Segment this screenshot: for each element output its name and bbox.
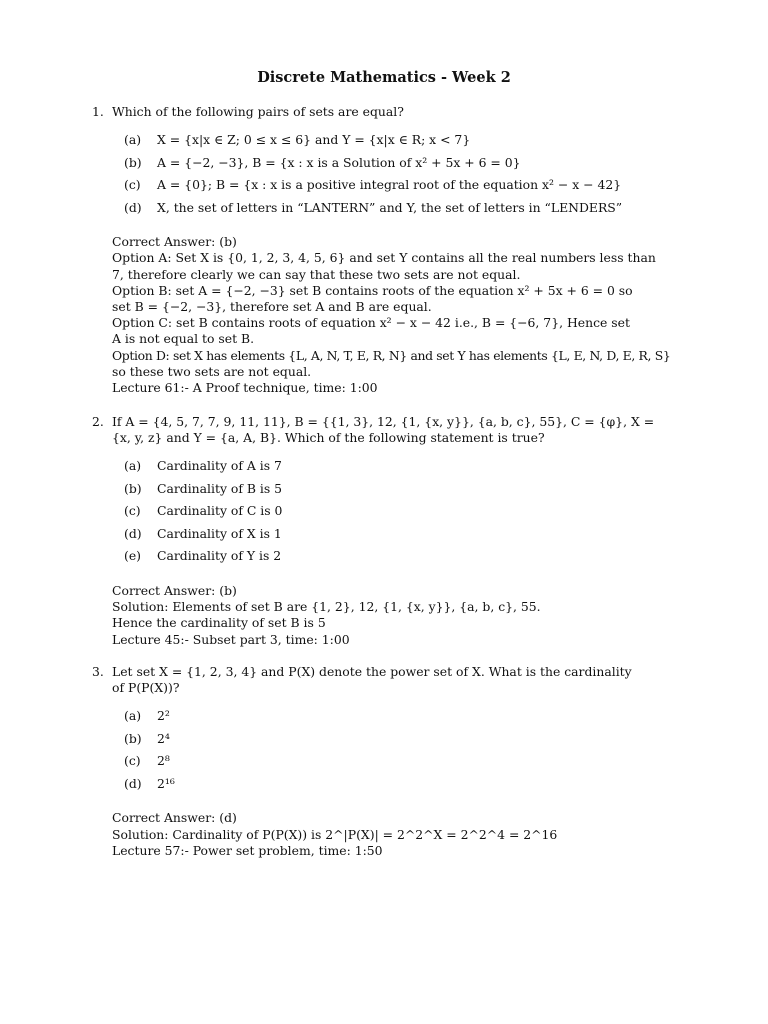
question-text (112, 664, 652, 696)
option-text: Cardinality of C is 0 (157, 503, 283, 519)
question-text (112, 414, 655, 446)
option-item (124, 548, 652, 571)
option-text: 2⁸ (157, 753, 170, 769)
option-item (124, 526, 652, 549)
option-item (124, 155, 652, 178)
question-text-line: {x, y, z} and Y = {a, A, B}. Which of the following statement is true? (112, 430, 545, 446)
solution-line: Solution: Elements of set B are {1, 2}, 12, {1, {x, y}}, {a, b, c}, 55. (112, 599, 541, 615)
question-2 (92, 414, 655, 648)
lecture-reference: Lecture 45:- Subset part 3, time: 1:00 (112, 631, 350, 647)
option-text: 2⁴ (157, 730, 170, 746)
solution-line: set B = {−2, −3}, therefore set A and B are equal. (112, 299, 432, 315)
option-list (124, 458, 652, 571)
option-label: (a) (124, 458, 142, 474)
solution-line: Correct Answer: (d) (112, 810, 237, 826)
option-text: A = {0}; B = {x : x is a positive integral root of the equation x² − x − 42} (157, 177, 622, 193)
option-label: (d) (124, 775, 142, 791)
question-text-line: of P(P(X))? (112, 680, 180, 696)
question-text: Which of the following pairs of sets are equal? (112, 104, 404, 119)
option-item (124, 753, 652, 776)
option-text: X, the set of letters in “LANTERN” and Y, the set of letters in “LENDERS” (157, 199, 623, 215)
solution-line: 7, therefore clearly we can say that these two sets are not equal. (112, 266, 521, 282)
option-label: (b) (124, 730, 142, 746)
option-item (124, 481, 652, 504)
option-item (124, 776, 652, 799)
solution-block (112, 583, 652, 648)
option-text: A = {−2, −3}, B = {x : x is a Solution of x² + 5x + 6 = 0} (157, 154, 521, 170)
page-title: Discrete Mathematics - Week 2 (257, 69, 511, 86)
question-number: 3. (92, 664, 104, 679)
option-text: X = {x|x ∈ Z; 0 ≤ x ≤ 6} and Y = {x|x ∈ R; x < 7} (157, 132, 471, 148)
question-number: 1. (92, 104, 104, 119)
lecture-reference: Lecture 57:- Power set problem, time: 1:50 (112, 842, 383, 858)
solution-block (112, 234, 671, 396)
question-number: 2. (92, 414, 104, 429)
option-item (124, 458, 652, 481)
solution-block (112, 810, 652, 859)
solution-line: Solution: Cardinality of P(P(X)) is 2^|P(X)| = 2^2^X = 2^2^4 = 2^16 (112, 826, 558, 842)
option-item (124, 177, 652, 200)
option-item (124, 731, 652, 754)
option-item (124, 503, 652, 526)
question-text-line: Let set X = {1, 2, 3, 4} and P(X) denote the power set of X. What is the cardinality (112, 664, 632, 679)
option-label: (b) (124, 154, 142, 170)
option-text: Cardinality of A is 7 (157, 458, 282, 474)
solution-line: Option C: set B contains roots of equation x² − x − 42 i.e., B = {−6, 7}, Hence set (112, 315, 630, 331)
option-list (124, 132, 652, 222)
option-text: Cardinality of B is 5 (157, 480, 283, 496)
option-label: (c) (124, 503, 141, 519)
solution-line: A is not equal to set B. (112, 331, 255, 347)
option-text: Cardinality of Y is 2 (157, 548, 282, 564)
option-label: (b) (124, 480, 142, 496)
option-label: (e) (124, 548, 142, 564)
option-list (124, 708, 652, 798)
option-label: (d) (124, 199, 142, 215)
option-item (124, 708, 652, 731)
solution-line: Correct Answer: (b) (112, 582, 237, 598)
solution-line: Option A: Set X is {0, 1, 2, 3, 4, 5, 6} and set Y contains all the real numbers less than (112, 250, 656, 266)
option-text: 2¹⁶ (157, 775, 175, 791)
lecture-reference: Lecture 61:- A Proof technique, time: 1:00 (112, 380, 378, 396)
solution-line: so these two sets are not equal. (112, 363, 312, 379)
option-item (124, 200, 652, 223)
question-text-line: If A = {4, 5, 7, 7, 9, 11, 11}, B = {{1, 3}, 12, {1, {x, y}}, {a, b, c}, 55}, C = {φ}, X = (112, 414, 655, 429)
solution-line: Hence the cardinality of set B is 5 (112, 615, 326, 631)
question-1 (92, 104, 671, 396)
option-label: (c) (124, 177, 141, 193)
option-label: (a) (124, 708, 142, 724)
question-3 (92, 664, 652, 859)
option-label: (a) (124, 132, 142, 148)
option-text: 2² (157, 708, 170, 724)
option-label: (c) (124, 753, 141, 769)
solution-line: Correct Answer: (b) (112, 234, 237, 250)
option-label: (d) (124, 525, 142, 541)
solution-line: Option D: set X has elements {L, A, N, T, E, R, N} and set Y has elements {L, E, N, D, E, R, S} (112, 347, 671, 363)
solution-line: Option B: set A = {−2, −3} set B contains roots of the equation x² + 5x + 6 = 0 so (112, 282, 633, 298)
option-text: Cardinality of X is 1 (157, 525, 282, 541)
option-item (124, 132, 652, 155)
